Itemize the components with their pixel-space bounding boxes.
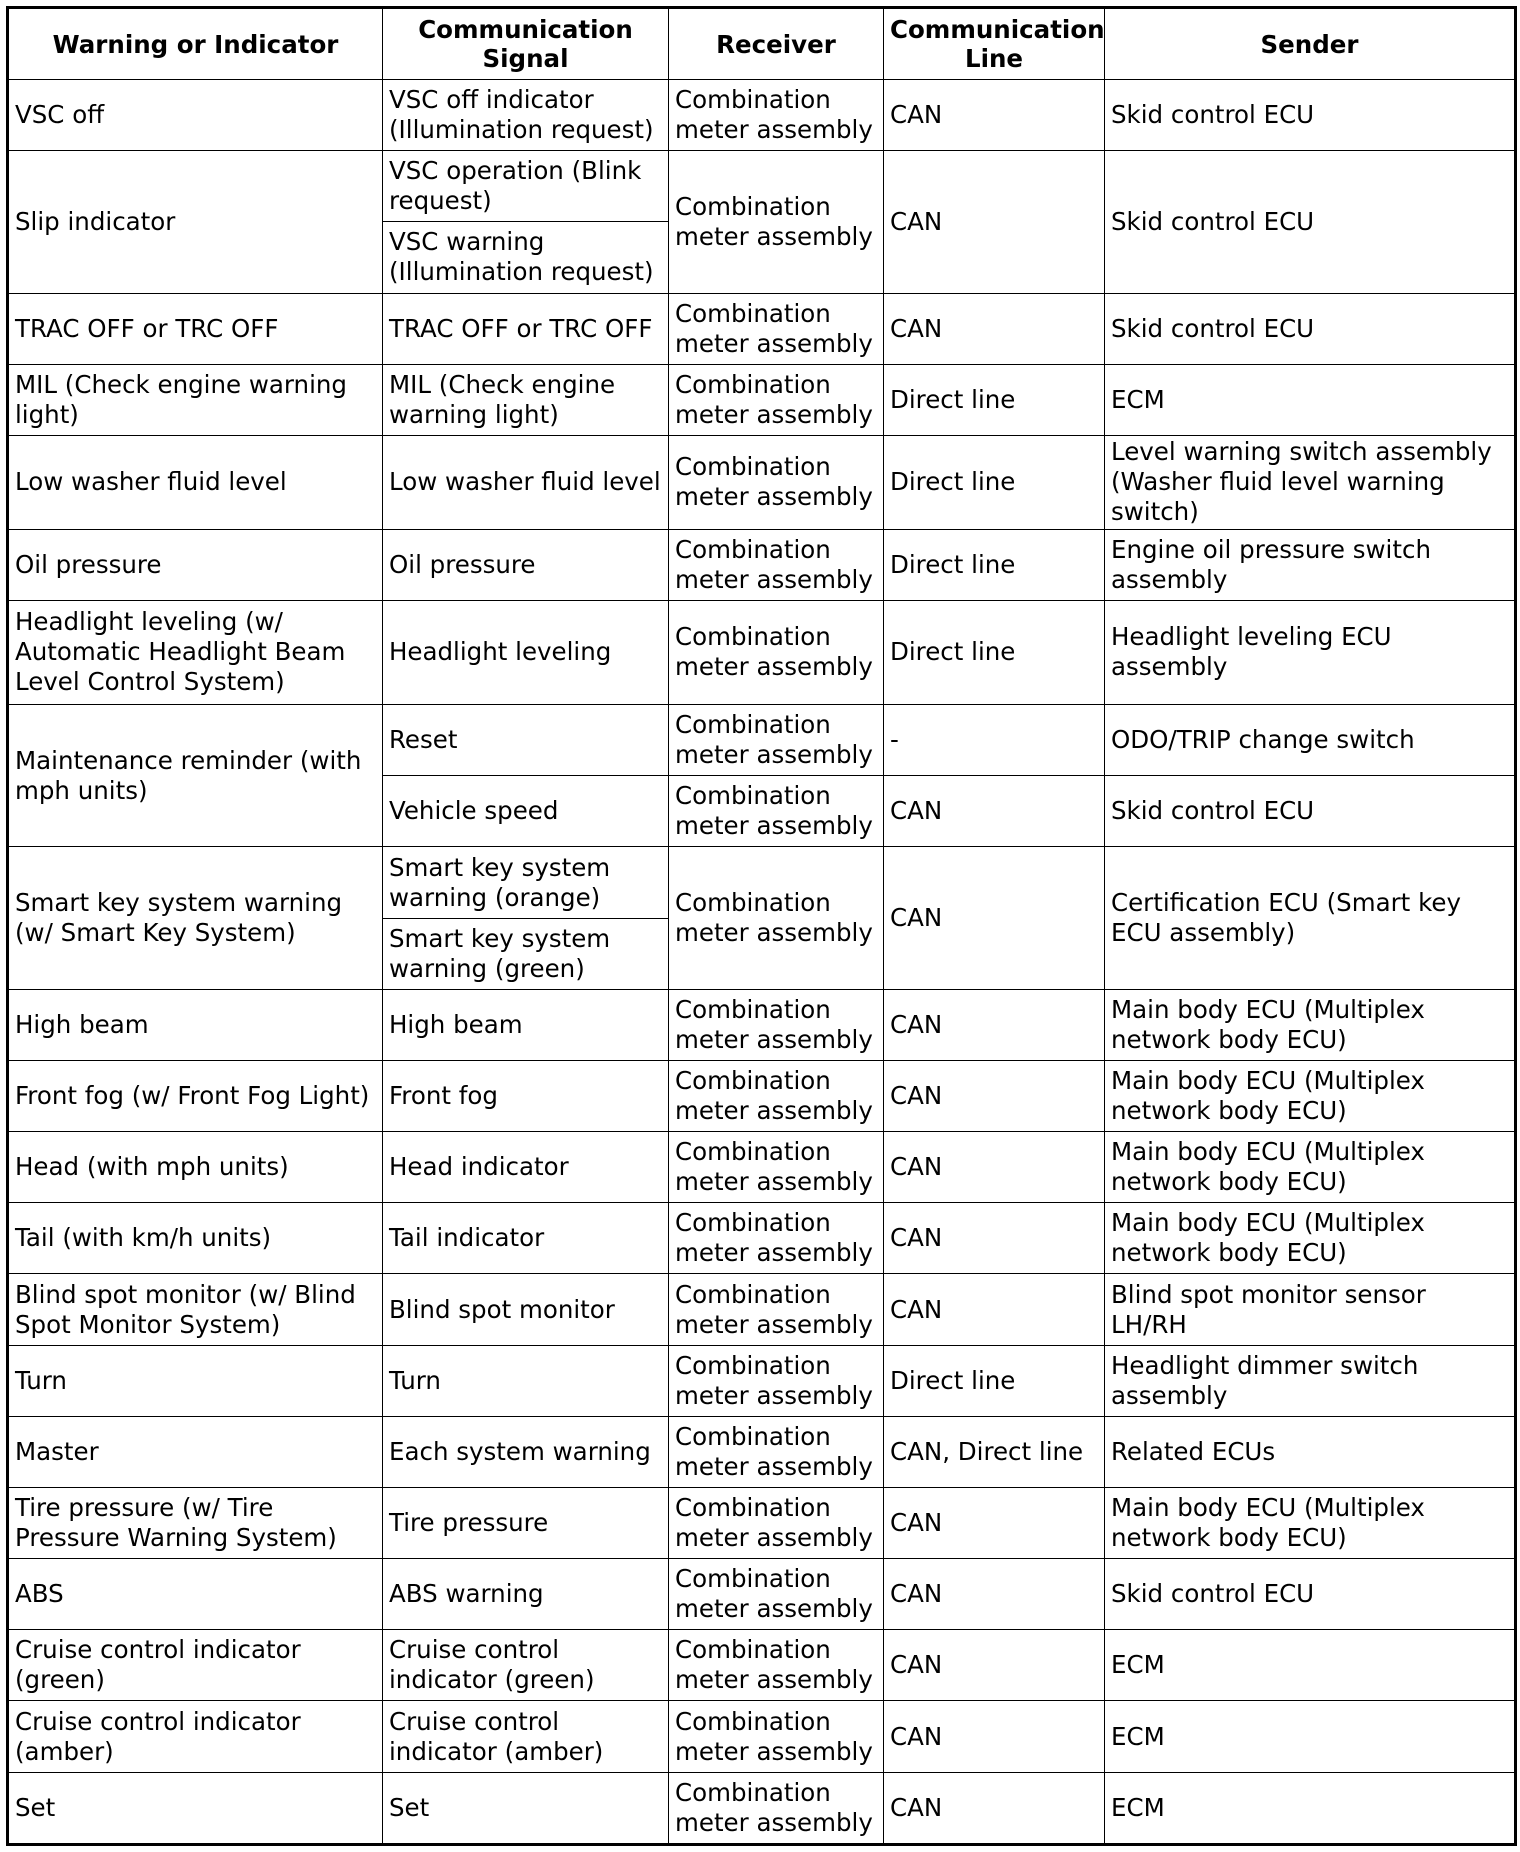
table-row: [8, 989, 1516, 1060]
cell-warning: Slip indicator: [8, 151, 383, 293]
cell-line: CAN: [884, 1559, 1105, 1630]
table-row: [8, 1416, 1516, 1487]
cell-receiver: Combination meter assembly: [669, 1559, 884, 1630]
cell-line: CAN: [884, 293, 1105, 364]
table-row: [8, 600, 1516, 704]
cell-sender: ECM: [1105, 364, 1516, 435]
cell-warning: TRAC OFF or TRC OFF: [8, 293, 383, 364]
cell-warning: High beam: [8, 989, 383, 1060]
cell-warning: VSC off: [8, 80, 383, 151]
cell-sender: Related ECUs: [1105, 1416, 1516, 1487]
cell-signal: Each system warning: [383, 1416, 669, 1487]
cell-sender: Main body ECU (Multiplex network body ECU): [1105, 1487, 1516, 1558]
cell-line: -: [884, 705, 1105, 776]
cell-signal: Set: [383, 1772, 669, 1844]
cell-line: CAN: [884, 1203, 1105, 1274]
cell-line: CAN: [884, 1630, 1105, 1701]
cell-line: CAN: [884, 1487, 1105, 1558]
cell-receiver: Combination meter assembly: [669, 1203, 884, 1274]
table-row: [8, 151, 1516, 222]
cell-sender: ECM: [1105, 1701, 1516, 1772]
cell-line: Direct line: [884, 600, 1105, 704]
cell-receiver: Combination meter assembly: [669, 1487, 884, 1558]
cell-warning: Smart key system warning (w/ Smart Key System): [8, 847, 383, 989]
cell-sender: Skid control ECU: [1105, 776, 1516, 847]
cell-signal: VSC operation (Blink request): [383, 151, 669, 222]
cell-line: CAN: [884, 1132, 1105, 1203]
cell-line: CAN: [884, 1772, 1105, 1844]
cell-signal: Tire pressure: [383, 1487, 669, 1558]
cell-receiver: Combination meter assembly: [669, 989, 884, 1060]
cell-receiver: Combination meter assembly: [669, 80, 884, 151]
cell-line: CAN: [884, 847, 1105, 989]
header-receiver: Receiver: [669, 8, 884, 80]
cell-signal: Smart key system warning (orange): [383, 847, 669, 918]
cell-warning: ABS: [8, 1559, 383, 1630]
header-sender: Sender: [1105, 8, 1516, 80]
cell-signal: Head indicator: [383, 1132, 669, 1203]
cell-signal: Headlight leveling: [383, 600, 669, 704]
cell-line: Direct line: [884, 1345, 1105, 1416]
cell-sender: Blind spot monitor sensor LH/RH: [1105, 1274, 1516, 1345]
table-row: [8, 1274, 1516, 1345]
cell-warning: Low washer fluid level: [8, 435, 383, 529]
cell-signal: Reset: [383, 705, 669, 776]
cell-signal: Oil pressure: [383, 529, 669, 600]
cell-warning: Master: [8, 1416, 383, 1487]
cell-sender: ECM: [1105, 1630, 1516, 1701]
cell-signal: Cruise control indicator (green): [383, 1630, 669, 1701]
cell-line: Direct line: [884, 435, 1105, 529]
cell-receiver: Combination meter assembly: [669, 151, 884, 293]
cell-signal: VSC off indicator (Illumination request): [383, 80, 669, 151]
cell-receiver: Combination meter assembly: [669, 776, 884, 847]
cell-receiver: Combination meter assembly: [669, 705, 884, 776]
cell-signal: Smart key system warning (green): [383, 918, 669, 989]
cell-receiver: Combination meter assembly: [669, 1060, 884, 1131]
cell-signal: Tail indicator: [383, 1203, 669, 1274]
cell-sender: Main body ECU (Multiplex network body ECU): [1105, 1060, 1516, 1131]
cell-receiver: Combination meter assembly: [669, 1345, 884, 1416]
cell-warning: Set: [8, 1772, 383, 1844]
cell-line: CAN: [884, 776, 1105, 847]
table-row: [8, 1132, 1516, 1203]
cell-line: CAN: [884, 1701, 1105, 1772]
cell-signal: Low washer fluid level: [383, 435, 669, 529]
cell-sender: Skid control ECU: [1105, 80, 1516, 151]
cell-sender: Headlight dimmer switch assembly: [1105, 1345, 1516, 1416]
cell-sender: Level warning switch assembly (Washer fluid level warning switch): [1105, 435, 1516, 529]
cell-receiver: Combination meter assembly: [669, 364, 884, 435]
cell-receiver: Combination meter assembly: [669, 1274, 884, 1345]
table-row: [8, 1060, 1516, 1131]
cell-signal: High beam: [383, 989, 669, 1060]
cell-warning: Head (with mph units): [8, 1132, 383, 1203]
cell-line: Direct line: [884, 529, 1105, 600]
cell-line: CAN: [884, 989, 1105, 1060]
cell-receiver: Combination meter assembly: [669, 1132, 884, 1203]
table-row: [8, 1772, 1516, 1844]
cell-receiver: Combination meter assembly: [669, 1630, 884, 1701]
cell-warning: Blind spot monitor (w/ Blind Spot Monitor System): [8, 1274, 383, 1345]
cell-warning: MIL (Check engine warning light): [8, 364, 383, 435]
table-row: [8, 1630, 1516, 1701]
cell-line: CAN, Direct line: [884, 1416, 1105, 1487]
table-row: [8, 1487, 1516, 1558]
cell-receiver: Combination meter assembly: [669, 1701, 884, 1772]
table-row: [8, 364, 1516, 435]
cell-sender: ECM: [1105, 1772, 1516, 1844]
cell-sender: Certification ECU (Smart key ECU assembly): [1105, 847, 1516, 989]
cell-warning: Cruise control indicator (green): [8, 1630, 383, 1701]
header-line: Communication Line: [884, 8, 1105, 80]
header-row: [8, 8, 1516, 80]
cell-sender: Main body ECU (Multiplex network body ECU): [1105, 1132, 1516, 1203]
cell-line: CAN: [884, 1274, 1105, 1345]
cell-signal: VSC warning (Illumination request): [383, 222, 669, 293]
cell-sender: Main body ECU (Multiplex network body ECU): [1105, 989, 1516, 1060]
cell-receiver: Combination meter assembly: [669, 435, 884, 529]
cell-receiver: Combination meter assembly: [669, 1416, 884, 1487]
cell-signal: Turn: [383, 1345, 669, 1416]
table-row: [8, 1345, 1516, 1416]
cell-sender: Skid control ECU: [1105, 293, 1516, 364]
cell-receiver: Combination meter assembly: [669, 529, 884, 600]
cell-sender: Engine oil pressure switch assembly: [1105, 529, 1516, 600]
cell-signal: Blind spot monitor: [383, 1274, 669, 1345]
cell-signal: Vehicle speed: [383, 776, 669, 847]
cell-signal: MIL (Check engine warning light): [383, 364, 669, 435]
cell-warning: Tire pressure (w/ Tire Pressure Warning System): [8, 1487, 383, 1558]
cell-sender: ODO/TRIP change switch: [1105, 705, 1516, 776]
table-row: [8, 529, 1516, 600]
cell-line: CAN: [884, 151, 1105, 293]
table-row: [8, 705, 1516, 776]
cell-warning: Front fog (w/ Front Fog Light): [8, 1060, 383, 1131]
cell-warning: Oil pressure: [8, 529, 383, 600]
cell-sender: Skid control ECU: [1105, 1559, 1516, 1630]
cell-warning: Tail (with km/h units): [8, 1203, 383, 1274]
signal-table: [6, 6, 1517, 1846]
cell-sender: Main body ECU (Multiplex network body ECU): [1105, 1203, 1516, 1274]
table-row: [8, 435, 1516, 529]
table-row: [8, 847, 1516, 918]
table-row: [8, 1203, 1516, 1274]
table-row: [8, 80, 1516, 151]
header-warning: Warning or Indicator: [8, 8, 383, 80]
table-row: [8, 293, 1516, 364]
cell-sender: Skid control ECU: [1105, 151, 1516, 293]
table-row: [8, 1559, 1516, 1630]
cell-signal: Cruise control indicator (amber): [383, 1701, 669, 1772]
cell-receiver: Combination meter assembly: [669, 293, 884, 364]
cell-line: Direct line: [884, 364, 1105, 435]
cell-warning: Turn: [8, 1345, 383, 1416]
cell-receiver: Combination meter assembly: [669, 600, 884, 704]
cell-receiver: Combination meter assembly: [669, 847, 884, 989]
table-row: [8, 1701, 1516, 1772]
cell-signal: TRAC OFF or TRC OFF: [383, 293, 669, 364]
cell-warning: Maintenance reminder (with mph units): [8, 705, 383, 847]
cell-signal: Front fog: [383, 1060, 669, 1131]
cell-warning: Cruise control indicator (amber): [8, 1701, 383, 1772]
cell-signal: ABS warning: [383, 1559, 669, 1630]
cell-line: CAN: [884, 1060, 1105, 1131]
cell-line: CAN: [884, 80, 1105, 151]
header-signal: Communication Signal: [383, 8, 669, 80]
cell-warning: Headlight leveling (w/ Automatic Headlight Beam Level Control System): [8, 600, 383, 704]
cell-sender: Headlight leveling ECU assembly: [1105, 600, 1516, 704]
cell-receiver: Combination meter assembly: [669, 1772, 884, 1844]
